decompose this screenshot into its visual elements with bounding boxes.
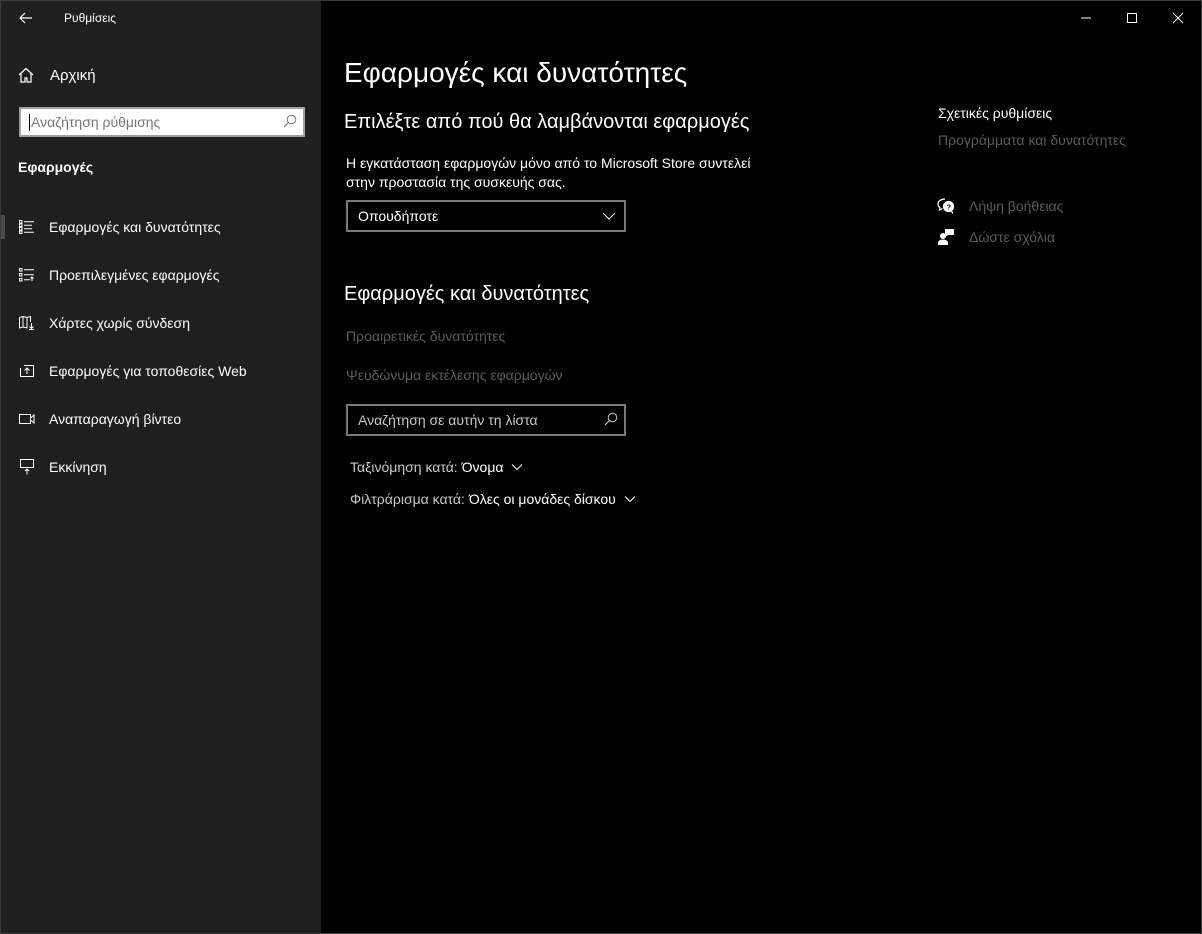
maximize-icon (1126, 12, 1138, 24)
sidebar-item-label: Εκκίνηση (49, 459, 107, 475)
offline-map-icon (17, 316, 37, 330)
search-icon[interactable] (283, 114, 297, 133)
app-list-search-input[interactable] (358, 412, 598, 428)
related-settings-title: Σχετικές ρυθμίσεις (938, 105, 1053, 121)
app-execution-aliases-link[interactable]: Ψευδώνυμα εκτέλεσης εφαρμογών (346, 367, 563, 383)
search-icon[interactable] (604, 412, 618, 431)
sidebar (1, 1, 321, 933)
web-apps-icon (17, 364, 37, 378)
filter-by-dropdown[interactable] (350, 491, 636, 507)
optional-features-link[interactable]: Προαιρετικές δυνατότητες (346, 328, 506, 344)
sidebar-home[interactable] (18, 63, 96, 87)
back-button[interactable] (11, 5, 41, 31)
maximize-button[interactable] (1109, 1, 1155, 35)
minimize-button[interactable] (1063, 1, 1109, 35)
feedback-link[interactable] (937, 228, 1055, 246)
minimize-icon (1080, 12, 1092, 24)
app-list-search[interactable] (346, 404, 626, 436)
sidebar-item-label: Αναπαραγωγή βίντεο (49, 411, 182, 427)
svg-text:?: ? (946, 204, 952, 212)
sort-by-label: Ταξινόμηση κατά: (350, 459, 458, 475)
sidebar-item-label: Εφαρμογές για τοποθεσίες Web (49, 363, 247, 379)
apps-heading: Εφαρμογές και δυνατότητες (344, 283, 590, 305)
sidebar-item-offline-maps[interactable] (1, 299, 321, 347)
home-icon (18, 67, 34, 83)
filter-by-value: Όλες οι μονάδες δίσκου (468, 491, 616, 507)
programs-features-link[interactable]: Προγράμματα και δυνατότητες (938, 132, 1126, 148)
sidebar-item-web-apps[interactable] (1, 347, 321, 395)
get-help-icon (937, 197, 955, 215)
sidebar-item-apps-features[interactable] (1, 203, 321, 251)
sidebar-item-label: Εφαρμογές και δυνατότητες (49, 219, 221, 235)
settings-search[interactable] (19, 107, 305, 137)
default-apps-icon (17, 268, 37, 282)
home-label: Αρχική (50, 66, 96, 84)
sidebar-nav (1, 203, 321, 491)
sidebar-item-startup[interactable] (1, 443, 321, 491)
source-description: Η εγκατάσταση εφαρμογών μόνο από το Microsoft Store συντελεί στην προστασία της συσκευής σας. (346, 155, 751, 190)
sidebar-section-label: Εφαρμογές (18, 159, 94, 175)
text-caret (29, 114, 30, 131)
back-arrow-icon (19, 12, 33, 24)
settings-search-input[interactable] (31, 114, 271, 130)
app-source-dropdown[interactable] (346, 200, 626, 232)
sort-by-value: Όνομα (461, 459, 504, 475)
sidebar-item-label: Προεπιλεγμένες εφαρμογές (49, 267, 220, 283)
source-heading: Επιλέξτε από πού θα λαμβάνονται εφαρμογές (344, 111, 750, 133)
chevron-down-icon (511, 462, 523, 472)
app-title: Ρυθμίσεις (64, 11, 117, 25)
sidebar-item-default-apps[interactable] (1, 251, 321, 299)
app-source-value: Οπουδήποτε (358, 208, 439, 224)
startup-icon (17, 459, 37, 475)
feedback-label: Δώστε σχόλια (969, 229, 1055, 245)
sort-by-dropdown[interactable] (350, 459, 523, 475)
apps-list-icon (17, 220, 37, 234)
get-help-label: Λήψη βοήθειας (969, 198, 1064, 214)
close-button[interactable] (1155, 1, 1201, 35)
sidebar-item-label: Χάρτες χωρίς σύνδεση (49, 315, 190, 331)
close-icon (1172, 12, 1184, 24)
get-help-link[interactable] (937, 197, 1063, 215)
page-title: Εφαρμογές και δυνατότητες (344, 57, 688, 88)
video-icon (17, 413, 37, 425)
chevron-down-icon (602, 209, 616, 226)
filter-by-label: Φιλτράρισμα κατά: (350, 491, 465, 507)
content-pane (321, 1, 1201, 933)
chevron-down-icon (624, 494, 636, 504)
sidebar-item-video-playback[interactable] (1, 395, 321, 443)
feedback-icon (937, 228, 955, 246)
